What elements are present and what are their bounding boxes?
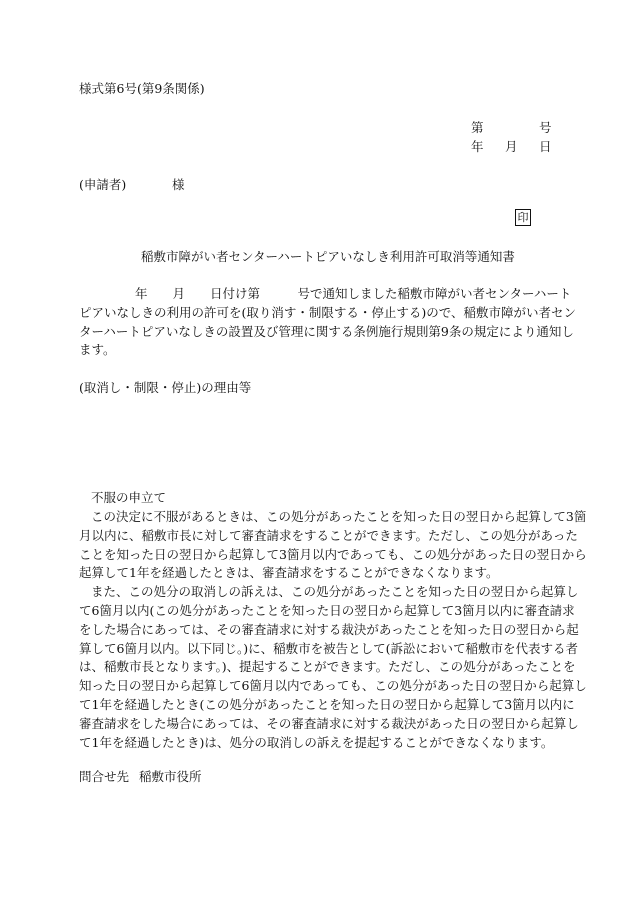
appeal-line: て1年を経過したとき)は、処分の取消しの訴えを提起することができなくなります。 [79,734,554,750]
appeal-line: 知った日の翌日から起算して6箇月以内であっても、この処分があった日の翌日から起算し [79,678,587,694]
contact-name: 稲敷市役所 [139,769,202,784]
number-prefix: 第 [471,120,484,135]
appeal-heading: 不服の申立て [91,490,167,505]
number-suffix: 号 [539,120,552,135]
date-month: 月 [505,139,518,154]
appeal-line: て6箇月以内(この処分があったことを知った日の翌日から起算して3箇月以内に審査請求 [79,602,575,618]
appeal-line: この決定に不服があるときは、この処分があったことを知った日の翌日から起算して3箇 [91,509,587,524]
contact-label: 問合せ先 [79,769,130,784]
notice-line: ます。 [79,342,116,358]
seal-mark: 印 [515,209,531,226]
appeal-line: 月以内に、稲敷市長に対して審査請求をすることができます。ただし、この処分があった [79,527,578,543]
appeal-line: をした場合にあっては、その審査請求に対する裁決があったことを知った日の翌日から起 [79,621,579,637]
notice-line: ピアいなしきの利用の許可を(取り消す・制限する・停止する)ので、稲敷市障がい者セン [79,304,577,320]
recipient-label: (申請者) [79,177,127,192]
notice-line: 年 月 日付け第 号で通知しました稲敷市障がい者センターハート [135,286,572,301]
form-label: 様式第6号(第9条関係) [79,81,205,96]
appeal-line: また、この処分の取消しの訴えは、この処分があったことを知った日の翌日から起算し [91,584,579,600]
appeal-line: ことを知った日の翌日から起算して3箇月以内であっても、この処分があった日の翌日から [79,546,587,562]
appeal-line: て1年を経過したとき(この処分があったことを知った日の翌日から起算して3箇月以内に [79,696,575,712]
appeal-line: 算して6箇月以内。以下同じ。)に、稲敷市を被告として(訴訟において稲敷市を代表する者 [79,640,578,656]
reason-label: (取消し・制限・停止)の理由等 [79,380,252,395]
recipient-honorific: 様 [172,177,185,192]
appeal-line: 審査請求をした場合にあっては、その審査請求に対する裁決があった日の翌日から起算し [79,715,579,731]
appeal-body [79,508,587,752]
notice-body [79,285,576,360]
appeal-line: 起算して1年を経過したときは、審査請求をすることができなくなります。 [79,565,499,581]
appeal-line: は、稲敷市長となります。)、提起することができます。ただし、この処分があったことを [79,659,576,675]
date-day: 日 [539,139,552,154]
document-title: 稲敷市障がい者センターハートピアいなしき利用許可取消等通知書 [141,249,515,264]
date-year: 年 [471,139,484,154]
notice-line: ターハートピアいなしきの設置及び管理に関する条例施行規則第9条の規定により通知し [79,323,574,339]
